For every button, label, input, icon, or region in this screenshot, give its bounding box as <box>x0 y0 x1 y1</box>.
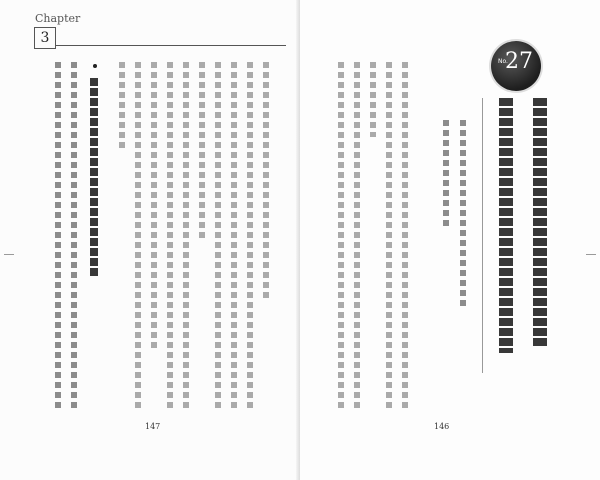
body-text-column <box>199 62 205 242</box>
body-text-column <box>151 62 157 352</box>
crop-mark <box>4 254 14 255</box>
page-number: 146 <box>434 422 450 431</box>
body-text-column <box>135 62 141 410</box>
heading-bullet <box>93 64 97 68</box>
body-text-column <box>354 62 360 412</box>
chapter-number-box: 3 <box>34 27 56 49</box>
chapter-header-rule <box>56 45 286 46</box>
badge-number: 27 <box>505 49 533 74</box>
chapter-label: Chapter <box>35 12 81 25</box>
crop-mark <box>586 254 596 255</box>
lead-line-1-stroke <box>460 120 466 310</box>
body-text-column <box>167 62 173 410</box>
page-number: 147 <box>145 422 161 431</box>
body-text-column <box>119 62 125 152</box>
body-text-column <box>263 62 269 300</box>
body-text-column <box>370 62 376 137</box>
title-divider <box>482 98 483 373</box>
body-text-column <box>183 62 189 410</box>
number-badge <box>491 41 541 91</box>
badge-prefix: No. <box>498 58 508 65</box>
body-text-column <box>338 62 344 412</box>
body-text-column <box>231 62 237 410</box>
body-text-column <box>215 62 221 410</box>
title-line-2-stroke <box>499 98 513 353</box>
right-page <box>300 0 600 480</box>
body-text-column <box>402 62 408 412</box>
body-text-column <box>386 62 392 412</box>
emphasis-text-column <box>71 62 77 412</box>
body-text-column <box>247 62 253 410</box>
title-line-1-stroke <box>533 98 547 348</box>
emphasis-text-column <box>55 62 61 412</box>
lead-line-2-stroke <box>443 120 449 230</box>
section-heading-line <box>90 78 98 278</box>
